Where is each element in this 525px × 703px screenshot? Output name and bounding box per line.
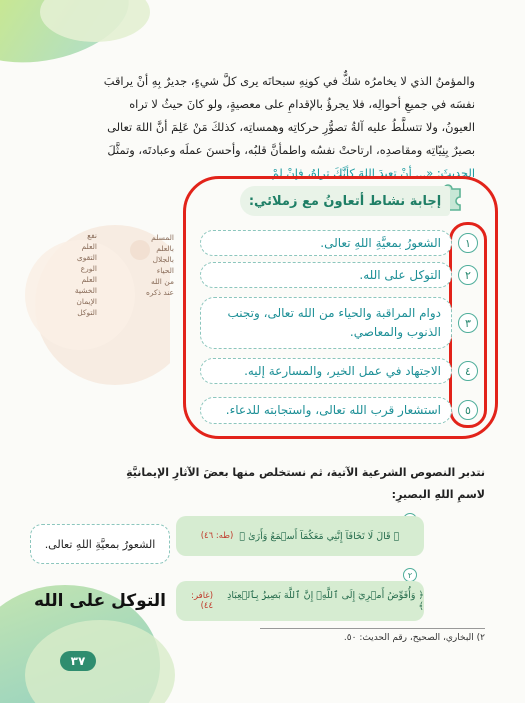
answer-box-1 xyxy=(200,230,452,256)
answer-number-5: ٥ xyxy=(458,400,478,420)
answer-box-4 xyxy=(200,358,452,384)
paragraph-line: نفسَه في جميعِ أحوالِه، فلا يجرؤُ بالإقدامِ على معصيةٍ، ولو كانَ حيثُ لا تراه xyxy=(129,97,475,111)
answer-text: استشعار قرب الله تعالى، واستجابته للدعاء. xyxy=(225,403,441,417)
answer-text: الاجتهاد في عمل الخير، والمسارعة إليه. xyxy=(244,363,441,378)
verse-text: ﴿ قَالَ لَا تَخَافَآ إِنَّنِي مَعَكُمَآ أَسۡمَعُ وَأَرَىٰ ﴾ xyxy=(239,530,400,542)
answer-value: الشعورُ بمعيَّةِ اللهِ تعالى. xyxy=(44,537,156,551)
paragraph-line: والمؤمنُ الذي لا يخامرُه شكٌّ في كونِهِ سبحانَه يرى كلَّ شيءٍ، جديرٌ بِهِ أنْ يراقبَ xyxy=(103,74,475,88)
answer-text: الشعورُ بمعيَّةِ اللهِ تعالى. xyxy=(320,235,441,250)
verse-text: ﴿ وَأُفَوِّضُ أَمۡرِيٓ إِلَى ٱللَّهِۚ إِنَّ ٱللَّهَ بَصِيرُۢ بِٱلۡعِبَادِ ﴾ xyxy=(227,590,424,612)
answer-number-2: ٢ xyxy=(458,265,478,285)
paragraph-line: بصيرٌ بِنِيّاتِه ومقاصدِه، ارتاحتْ نفسُه واطمأنَّ قلبُه، وأحسنَ عملَه وعبادتَه، وتمثَّلَ xyxy=(107,143,475,157)
intro-paragraph xyxy=(30,70,475,185)
verse-box-1 xyxy=(176,516,424,556)
answer-number-1: ١ xyxy=(458,233,478,253)
verse-box-2 xyxy=(176,581,424,621)
question-line: نتدبر النصوص الشرعية الآتية، ثم نستخلص منها بعضَ الآثارِ الإيمانيَّةِ xyxy=(126,466,485,479)
footnote-divider xyxy=(260,628,485,629)
question-number-2: ٢ xyxy=(403,568,417,582)
paragraph-line: العيونُ، ولا تتسلَّطُ عليه آلةُ تصوُّرِ حركاتِه وهمساتِه، كذلكَ مَنْ عَلِمَ أنَّ اللهَ تعالى xyxy=(107,120,475,134)
decorative-text: المسلم بالعلم بالجلال الحياء من الله عند ذكره xyxy=(145,233,174,297)
verse-reference: (غافر: ٤٤) xyxy=(191,591,214,611)
answer-box-5 xyxy=(200,397,452,424)
answer-number-3: ٣ xyxy=(458,313,478,333)
answer-field-2[interactable] xyxy=(30,581,170,621)
answer-text: التوكل على الله. xyxy=(359,267,441,282)
activity-title: إجابة نشاط أتعاونُ مع زملائي: xyxy=(240,186,450,216)
answer-box-2 xyxy=(200,262,452,288)
footnote: ٢) البخاري، الصحيح، رقم الحديث: ٥٠. xyxy=(343,633,485,643)
decorative-text: نفع العلم التقوى الورع العلم الخشية الإيمان التوكل xyxy=(74,231,97,317)
question-instructions xyxy=(40,462,485,506)
answer-number-4: ٤ xyxy=(458,361,478,381)
handwritten-answer: التوكل على الله xyxy=(34,591,166,611)
question-line: لاسمِ اللهِ البصيرِ: xyxy=(391,488,485,501)
verse-reference: (طه: ٤٦) xyxy=(200,531,234,541)
answer-field-1[interactable] xyxy=(30,524,170,564)
answer-text: دوام المراقبة والحياء من الله تعالى، وتجنب الذنوب والمعاصي. xyxy=(227,306,441,339)
page-number: ٣٧ xyxy=(60,651,96,671)
answer-box-3 xyxy=(200,297,452,349)
hadith-line: الحديثَ: «... أنْ تعبدَ اللهَ كأنَّكَ تراهُ، فإنْ لمْ xyxy=(271,166,475,180)
